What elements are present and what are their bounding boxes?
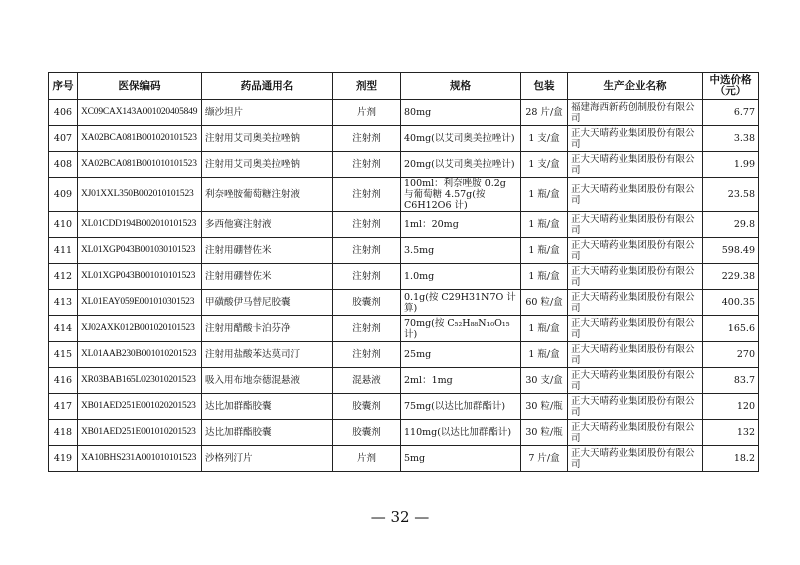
cell-drug-name: 多西他赛注射液 bbox=[202, 212, 333, 238]
cell-dosage-form: 注射剂 bbox=[333, 316, 401, 342]
cell-drug-name: 注射用盐酸苯达莫司汀 bbox=[202, 342, 333, 368]
cell-package: 1 瓶/盒 bbox=[521, 238, 568, 264]
cell-drug-name: 注射用硼替佐米 bbox=[202, 264, 333, 290]
cell-manufacturer: 正大天晴药业集团股份有限公司 bbox=[568, 126, 703, 152]
table-header-row bbox=[49, 73, 759, 100]
cell-serial: 411 bbox=[49, 238, 78, 264]
cell-package: 7 片/盒 bbox=[521, 446, 568, 472]
cell-code: XL01XGP043B001030101523 bbox=[78, 238, 202, 264]
cell-specification: 80mg bbox=[401, 100, 521, 126]
cell-package: 1 支/盒 bbox=[521, 152, 568, 178]
cell-specification: 100ml：利奈唑胺 0.2g 与葡萄糖 4.57g(按 C6H12O6 计) bbox=[401, 178, 521, 212]
cell-price: 1.99 bbox=[703, 152, 759, 178]
cell-specification: 25mg bbox=[401, 342, 521, 368]
cell-code: XL01EAY059E001010301523 bbox=[78, 290, 202, 316]
cell-code: XL01CDD194B002010101523 bbox=[78, 212, 202, 238]
cell-specification: 75mg(以达比加群酯计) bbox=[401, 394, 521, 420]
cell-package: 1 瓶/盒 bbox=[521, 316, 568, 342]
cell-manufacturer: 正大天晴药业集团股份有限公司 bbox=[568, 178, 703, 212]
cell-drug-name: 缬沙坦片 bbox=[202, 100, 333, 126]
cell-code: XJ01XXL350B002010101523 bbox=[78, 178, 202, 212]
cell-price: 29.8 bbox=[703, 212, 759, 238]
cell-dosage-form: 片剂 bbox=[333, 100, 401, 126]
cell-dosage-form: 注射剂 bbox=[333, 178, 401, 212]
cell-dosage-form: 混悬液 bbox=[333, 368, 401, 394]
table-row bbox=[49, 152, 759, 178]
cell-price: 120 bbox=[703, 394, 759, 420]
table-row bbox=[49, 446, 759, 472]
cell-serial: 407 bbox=[49, 126, 78, 152]
cell-dosage-form: 胶囊剂 bbox=[333, 394, 401, 420]
cell-serial: 413 bbox=[49, 290, 78, 316]
cell-manufacturer: 福建海西新药创制股份有限公司 bbox=[568, 100, 703, 126]
cell-dosage-form: 注射剂 bbox=[333, 238, 401, 264]
cell-serial: 417 bbox=[49, 394, 78, 420]
cell-code: XL01XGP043B001010101523 bbox=[78, 264, 202, 290]
cell-serial: 409 bbox=[49, 178, 78, 212]
cell-code: XR03BAB165L023010201523 bbox=[78, 368, 202, 394]
table-row bbox=[49, 316, 759, 342]
cell-package: 1 瓶/盒 bbox=[521, 212, 568, 238]
cell-specification: 3.5mg bbox=[401, 238, 521, 264]
cell-code: XB01AED251E001010201523 bbox=[78, 420, 202, 446]
cell-specification: 1ml：20mg bbox=[401, 212, 521, 238]
header-dosage-form: 剂型 bbox=[333, 73, 401, 100]
cell-specification: 70mg(按 C₅₂H₈₈N₁₀O₁₅ 计) bbox=[401, 316, 521, 342]
cell-manufacturer: 正大天晴药业集团股份有限公司 bbox=[568, 342, 703, 368]
cell-package: 28 片/盒 bbox=[521, 100, 568, 126]
cell-specification: 2ml：1mg bbox=[401, 368, 521, 394]
cell-price: 23.58 bbox=[703, 178, 759, 212]
cell-serial: 408 bbox=[49, 152, 78, 178]
cell-price: 3.38 bbox=[703, 126, 759, 152]
cell-price: 83.7 bbox=[703, 368, 759, 394]
cell-manufacturer: 正大天晴药业集团股份有限公司 bbox=[568, 420, 703, 446]
cell-drug-name: 沙格列汀片 bbox=[202, 446, 333, 472]
cell-drug-name: 利奈唑胺葡萄糖注射液 bbox=[202, 178, 333, 212]
table-row bbox=[49, 264, 759, 290]
cell-package: 1 支/盒 bbox=[521, 126, 568, 152]
cell-dosage-form: 注射剂 bbox=[333, 264, 401, 290]
cell-code: XA02BCA081B001020101523 bbox=[78, 126, 202, 152]
cell-price: 598.49 bbox=[703, 238, 759, 264]
table-row bbox=[49, 212, 759, 238]
cell-dosage-form: 胶囊剂 bbox=[333, 290, 401, 316]
cell-price: 400.35 bbox=[703, 290, 759, 316]
cell-manufacturer: 正大天晴药业集团股份有限公司 bbox=[568, 238, 703, 264]
cell-package: 30 粒/瓶 bbox=[521, 394, 568, 420]
cell-drug-name: 注射用艾司奥美拉唑钠 bbox=[202, 152, 333, 178]
cell-manufacturer: 正大天晴药业集团股份有限公司 bbox=[568, 446, 703, 472]
cell-dosage-form: 注射剂 bbox=[333, 152, 401, 178]
cell-dosage-form: 胶囊剂 bbox=[333, 420, 401, 446]
cell-code: XB01AED251E001020201523 bbox=[78, 394, 202, 420]
table-row bbox=[49, 368, 759, 394]
header-serial: 序号 bbox=[49, 73, 78, 100]
cell-manufacturer: 正大天晴药业集团股份有限公司 bbox=[568, 264, 703, 290]
table-row bbox=[49, 126, 759, 152]
cell-drug-name: 注射用艾司奥美拉唑钠 bbox=[202, 126, 333, 152]
cell-dosage-form: 注射剂 bbox=[333, 212, 401, 238]
cell-drug-name: 达比加群酯胶囊 bbox=[202, 394, 333, 420]
cell-specification: 20mg(以艾司奥美拉唑计) bbox=[401, 152, 521, 178]
cell-drug-name: 甲磺酸伊马替尼胶囊 bbox=[202, 290, 333, 316]
cell-dosage-form: 注射剂 bbox=[333, 342, 401, 368]
cell-dosage-form: 注射剂 bbox=[333, 126, 401, 152]
cell-dosage-form: 片剂 bbox=[333, 446, 401, 472]
header-price: 中选价格（元） bbox=[703, 73, 759, 100]
cell-specification: 5mg bbox=[401, 446, 521, 472]
cell-specification: 0.1g(按 C29H31N7O 计算) bbox=[401, 290, 521, 316]
table-row bbox=[49, 420, 759, 446]
cell-manufacturer: 正大天晴药业集团股份有限公司 bbox=[568, 368, 703, 394]
cell-drug-name: 达比加群酯胶囊 bbox=[202, 420, 333, 446]
cell-serial: 406 bbox=[49, 100, 78, 126]
cell-package: 60 粒/盒 bbox=[521, 290, 568, 316]
cell-specification: 40mg(以艾司奥美拉唑计) bbox=[401, 126, 521, 152]
cell-code: XJ02AXK012B001020101523 bbox=[78, 316, 202, 342]
table-row bbox=[49, 100, 759, 126]
header-code: 医保编码 bbox=[78, 73, 202, 100]
cell-price: 270 bbox=[703, 342, 759, 368]
cell-manufacturer: 正大天晴药业集团股份有限公司 bbox=[568, 212, 703, 238]
cell-serial: 410 bbox=[49, 212, 78, 238]
cell-package: 1 瓶/盒 bbox=[521, 178, 568, 212]
cell-price: 165.6 bbox=[703, 316, 759, 342]
cell-drug-name: 吸入用布地奈德混悬液 bbox=[202, 368, 333, 394]
cell-price: 6.77 bbox=[703, 100, 759, 126]
page-number: — 32 — bbox=[370, 508, 430, 526]
table-row bbox=[49, 238, 759, 264]
cell-manufacturer: 正大天晴药业集团股份有限公司 bbox=[568, 290, 703, 316]
cell-code: XA02BCA081B001010101523 bbox=[78, 152, 202, 178]
cell-drug-name: 注射用硼替佐米 bbox=[202, 238, 333, 264]
cell-price: 229.38 bbox=[703, 264, 759, 290]
header-package: 包装 bbox=[521, 73, 568, 100]
table-row bbox=[49, 178, 759, 212]
header-manufacturer: 生产企业名称 bbox=[568, 73, 703, 100]
cell-code: XA10BHS231A001010101523 bbox=[78, 446, 202, 472]
cell-serial: 414 bbox=[49, 316, 78, 342]
header-specification: 规格 bbox=[401, 73, 521, 100]
cell-package: 1 瓶/盒 bbox=[521, 342, 568, 368]
cell-package: 1 瓶/盒 bbox=[521, 264, 568, 290]
cell-code: XC09CAX143A001020405849 bbox=[78, 100, 202, 126]
cell-serial: 418 bbox=[49, 420, 78, 446]
cell-package: 30 粒/瓶 bbox=[521, 420, 568, 446]
cell-drug-name: 注射用醋酸卡泊芬净 bbox=[202, 316, 333, 342]
cell-manufacturer: 正大天晴药业集团股份有限公司 bbox=[568, 152, 703, 178]
cell-price: 132 bbox=[703, 420, 759, 446]
cell-package: 30 支/盒 bbox=[521, 368, 568, 394]
cell-specification: 110mg(以达比加群酯计) bbox=[401, 420, 521, 446]
table-row bbox=[49, 342, 759, 368]
table-body bbox=[49, 100, 759, 472]
cell-price: 18.2 bbox=[703, 446, 759, 472]
table-row bbox=[49, 290, 759, 316]
cell-serial: 415 bbox=[49, 342, 78, 368]
cell-specification: 1.0mg bbox=[401, 264, 521, 290]
table-row bbox=[49, 394, 759, 420]
cell-manufacturer: 正大天晴药业集团股份有限公司 bbox=[568, 394, 703, 420]
cell-code: XL01AAB230B001010201523 bbox=[78, 342, 202, 368]
cell-serial: 419 bbox=[49, 446, 78, 472]
drug-price-table bbox=[48, 72, 759, 472]
cell-serial: 412 bbox=[49, 264, 78, 290]
header-drug-name: 药品通用名 bbox=[202, 73, 333, 100]
cell-manufacturer: 正大天晴药业集团股份有限公司 bbox=[568, 316, 703, 342]
cell-serial: 416 bbox=[49, 368, 78, 394]
